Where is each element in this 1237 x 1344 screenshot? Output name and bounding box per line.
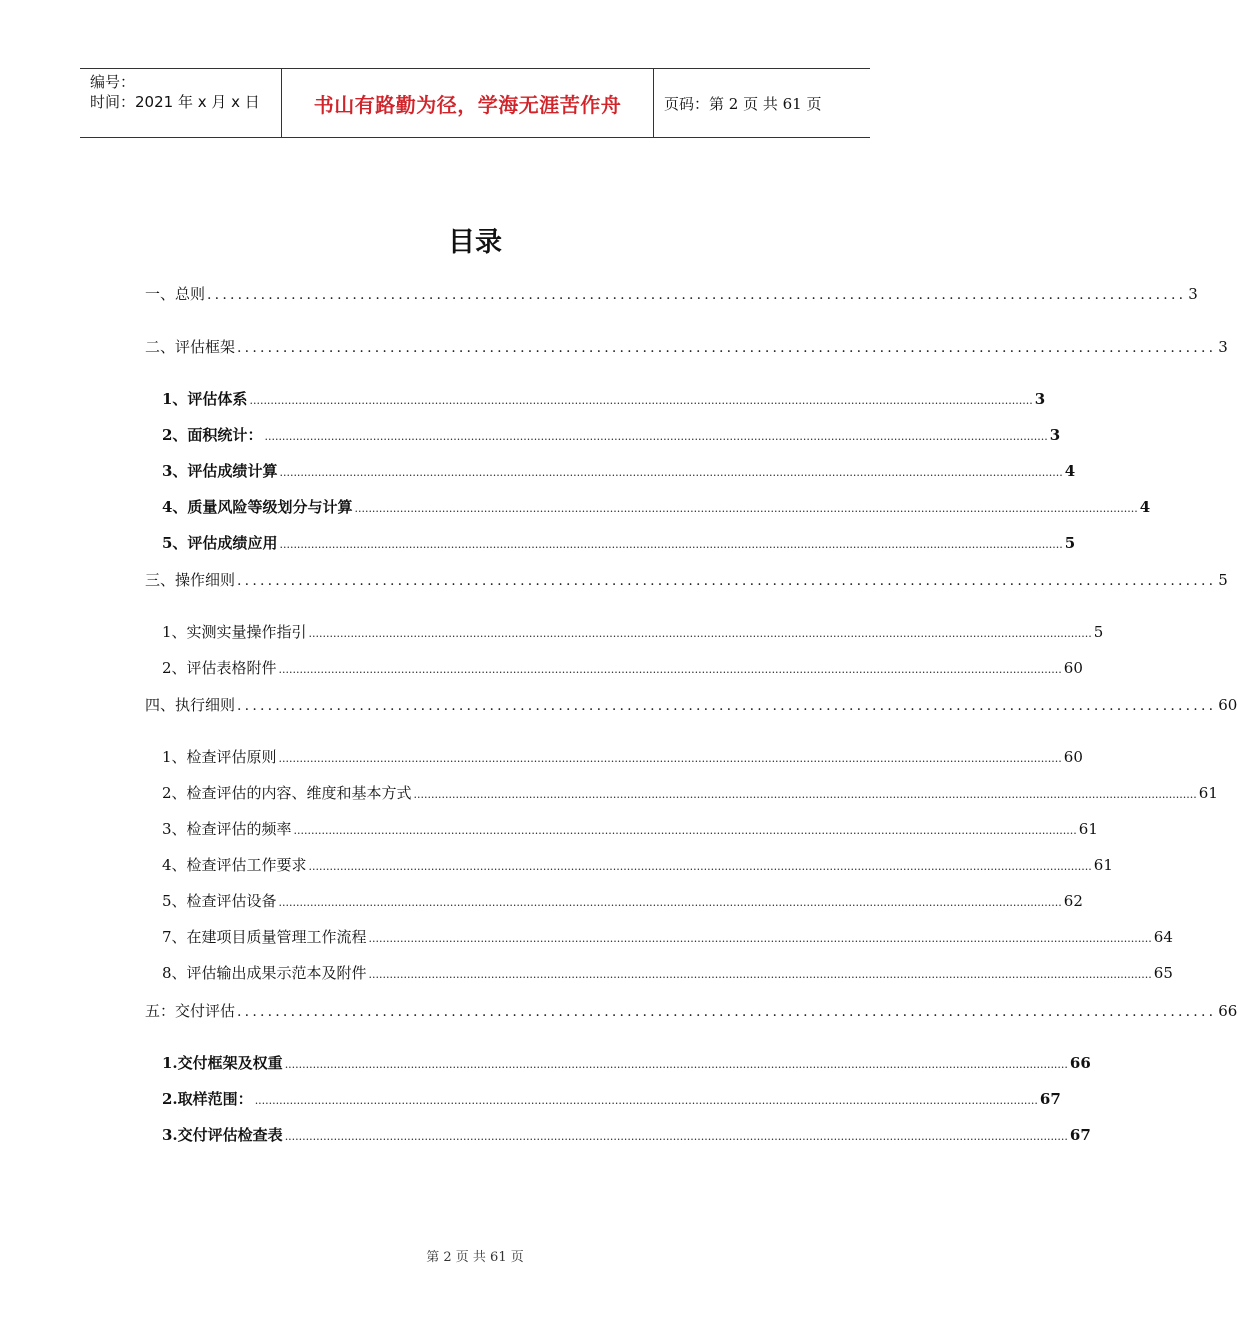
toc-leader-dots: ................................................................................................................................................................................................................................ [278,896,1062,909]
toc-entry[interactable] [162,657,1083,679]
toc-entry-page: 5 [1064,534,1076,552]
toc-entry-page: 67 [1039,1090,1061,1108]
toc-entry[interactable] [162,388,1046,410]
toc-entry-label: 二、评估框架 [145,338,236,356]
toc-entry[interactable] [162,1052,1091,1074]
toc-entry-number: 1. [162,1054,178,1072]
toc-entry[interactable] [145,694,1237,716]
toc-leader-dots: ................................................................................................................................................................................................................................ [293,824,1077,837]
toc-entry-number: 2. [162,1090,178,1108]
toc-entry[interactable] [162,782,1218,804]
toc-leader-dots: ................................................................................................................................................................................................................................ [279,466,1063,479]
toc-entry-label: 8、评估输出成果示范本及附件 [162,964,367,982]
toc-entry-label: 2、检查评估的内容、维度和基本方式 [162,784,412,802]
toc-entry[interactable] [162,424,1061,446]
toc-entry-page: 5 [1093,623,1104,641]
toc-entry-page: 4 [1064,462,1076,480]
toc-entry[interactable] [162,746,1083,768]
toc-entry-label: 2、面积统计： [162,426,263,444]
toc-title: 目录 [448,227,502,258]
toc-entry[interactable] [162,532,1076,554]
toc-entry-label: 2、评估表格附件 [162,659,277,677]
toc-entry[interactable] [162,818,1098,840]
toc-entry-page: 61 [1078,820,1098,838]
toc-entry[interactable] [145,1000,1237,1022]
header-motto: 书山有路勤为径，学海无涯苦作舟 [282,69,654,137]
toc-entry-page: 62 [1063,892,1083,910]
toc-entry-page: 3 [1188,285,1198,303]
toc-entry-label: 交付框架及权重 [177,1054,283,1072]
toc-entry-label: 5、检查评估设备 [162,892,277,910]
toc-entry-label: 7、在建项目质量管理工作流程 [162,928,367,946]
toc-entry-page: 67 [1069,1126,1091,1144]
toc-entry-label: 五：交付评估 [145,1002,236,1020]
toc-entry-label: 取样范围： [177,1090,253,1108]
toc-leader-dots: ................................................................................................................................................................................................................................ [354,502,1138,515]
toc-leader-dots: ................................................................................................................................................................................................................................ [249,394,1033,407]
toc-entry[interactable] [162,1124,1091,1146]
header-meta [80,69,282,137]
toc-entry-page: 61 [1093,856,1113,874]
toc-entry-number: 3. [162,1126,178,1144]
toc-entry[interactable] [162,854,1113,876]
toc-entry[interactable] [162,621,1104,643]
toc-entry-page: 60 [1063,659,1083,677]
toc-leader-dots: ................................................................................................................................................................................................................................ [368,932,1152,945]
toc-entry[interactable] [162,926,1173,948]
toc-entry-label: 4、质量风险等级划分与计算 [162,498,353,516]
toc-entry[interactable] [162,460,1076,482]
document-number-label: 编号： [90,73,136,91]
toc-entry-page: 64 [1153,928,1173,946]
toc-entry-label: 1、评估体系 [162,390,248,408]
toc-leader-dots: ................................................................................................................................................................................................................................ [278,752,1062,765]
toc-entry-label: 三、操作细则 [145,571,236,589]
toc-leader-dots: ................................................................................................................................................................................................................................ [368,968,1152,981]
toc-entry[interactable] [162,1088,1061,1110]
page-header [80,68,870,138]
toc-entry-label: 3、检查评估的频率 [162,820,292,838]
toc-entry[interactable] [162,890,1083,912]
toc-leader-dots: ................................................................................................................................................................................................................................ [254,1094,1038,1107]
toc-entry-page: 3 [1218,338,1228,356]
toc-entry-label: 3、评估成绩计算 [162,462,278,480]
toc-entry[interactable] [162,496,1151,518]
toc-entry-label: 1、实测实量操作指引 [162,623,307,641]
toc-entry-label: 4、检查评估工作要求 [162,856,307,874]
toc-leader-dots: ................................................................................................................................................................................................................................ [264,430,1048,443]
toc-entry[interactable] [145,283,1198,305]
toc-entry-page: 4 [1139,498,1151,516]
toc-entry-label: 四、执行细则 [145,696,236,714]
toc-leader-dots: ................................................................................................................................ [237,340,1217,356]
toc-entry-page: 66 [1218,1002,1237,1020]
toc-leader-dots: ................................................................................................................................ [237,1004,1217,1020]
toc-entry-label: 5、评估成绩应用 [162,534,278,552]
toc-leader-dots: ................................................................................................................................................................................................................................ [284,1130,1068,1143]
toc-entry[interactable] [162,962,1173,984]
toc-entry-page: 3 [1049,426,1061,444]
toc-entry-page: 61 [1198,784,1218,802]
toc-leader-dots: ................................................................................................................................................................................................................................ [278,663,1062,676]
toc-entry-label: 一、总则 [145,285,206,303]
document-date: 时间：2021 年 x 月 x 日 [90,93,260,111]
toc-entry-page: 5 [1218,571,1228,589]
toc-leader-dots: ................................................................................................................................................................................................................................ [308,627,1092,640]
toc-leader-dots: ................................................................................................................................ [237,698,1217,714]
header-page-info: 页码：第 2 页 共 61 页 [664,94,822,113]
toc-entry-page: 65 [1153,964,1173,982]
toc-leader-dots: ................................................................................................................................................................................................................................ [279,538,1063,551]
toc-leader-dots: ................................................................................................................................................................................................................................ [413,788,1197,801]
toc-entry[interactable] [145,569,1228,591]
toc-leader-dots: ................................................................................................................................................................................................................................ [284,1058,1068,1071]
toc-entry-page: 3 [1034,390,1046,408]
toc-entry-page: 60 [1063,748,1083,766]
toc-entry[interactable] [145,336,1228,358]
toc-entry-page: 60 [1218,696,1237,714]
page-footer: 第 2 页 共 61 页 [426,1250,524,1265]
toc-leader-dots: ................................................................................................................................................................................................................................ [308,860,1092,873]
toc-leader-dots: ................................................................................................................................ [207,287,1187,303]
toc-entry-label: 1、检查评估原则 [162,748,277,766]
toc-entry-label: 交付评估检查表 [177,1126,283,1144]
toc-leader-dots: ................................................................................................................................ [237,573,1217,589]
toc-entry-page: 66 [1069,1054,1091,1072]
